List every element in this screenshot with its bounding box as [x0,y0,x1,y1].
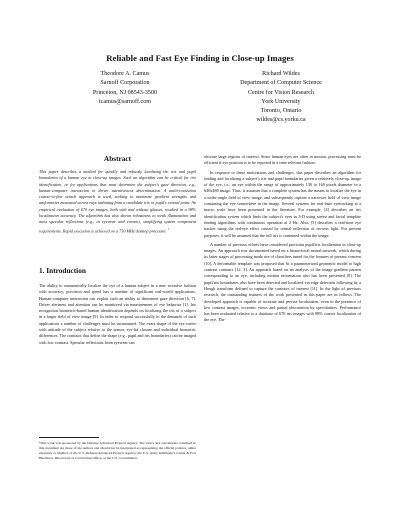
paper-title: Reliable and Fast Eye Finding in Close-up Images [106,53,294,63]
introduction-text [39,283,196,346]
paragraph: obscure large regions of interest. Since human eyes are often in motion, processing must be efficient if eye position is to be reported in a time relevant fashion. [204,154,361,166]
paragraph: The ability to automatically localize the eye of a human subject in a non- invasive fashion with accuracy, precision and speed has a number of significant real-world applications. Human-computer interaction can exploit such an ability to determine gaze direction [6, 7]. Driver alertness and attention can be monitored via measurement of eye behavior [1]. Iris recognition biometric-based human identification depends on localizing the iris of a subject in a larger field of view image [9]. In order to respond successfully to the demands of such applications a number of challenges must be surmounted. The exact shape of the eye varies with attitude of the subject relative to the sensor, eye-lid closure and individual biometric differences. The contours that define the shape (e.g., pupil and iris boundaries) can be imaged with low contrast. Specular reflections from eyewear can [39,283,196,345]
footnote-divider [39,437,99,438]
footnote-mark: 1 [167,226,170,231]
paragraph: In response to these motivations and challenges, this paper describes an algorithm for finding and localizing a subject's iris and pupil boundaries given a relatively close-up image of the eye, i.e., an eye within the range of approximately 130 to 160 pixels diameter in a 640x480 image. Thus, it assumes that a complete system has the means to localize the eye in a wider-angle field of view image, and subsequently capture a narrower field of view image containing the eye somewhere in the image. Several systems for real-time eyetracking at a macro scale have been presented in the literature. For example, [4] describes an iris identification system which finds the subject's eyes in 3-D using stereo and facial template finding algorithms with continuous operation at 2 Hz. Also, [5] describes a real-time eye tracker using the red-eye effect caused by retinal reflection of on-axis light. For present purposes, it will be assumed that the full iris is contained within the image. [204,169,361,238]
right-column-text [204,154,361,324]
author-affiliation: York University [261,98,301,105]
author-block-2 [206,70,356,126]
author-block-1 [50,70,200,107]
author-affiliation: Department of Computer Science [240,80,322,87]
abstract-text [39,169,196,234]
author-name: Richard Wildes [262,71,300,77]
author-address: Toronto, Ontario [260,108,302,115]
author-email: wildes@cs.yorku.ca [256,117,306,124]
author-affiliation: Centre for Vision Research [247,89,315,96]
abstract-heading: Abstract [103,154,132,163]
introduction-heading: 1. Introduction [39,266,86,275]
footnote: ¹This work was sponsored by the Defense Advanced Projects Agency. The views and conclusions contained in this document are those of the authors and should not be interpreted as representing the official policies, either expressly or implied, of the U.S. Defense Advanced Projects Agency, the U.S. Army Intelligence Center & Fort Huachuca, Directorate of Contracting Office, or the U.S. Government. [39,441,196,460]
author-address: Princeton, NJ 08543-3500 [92,89,158,96]
author-name: Theodore A. Camus [100,71,150,77]
author-email: tcamus@sarnoff.com [98,98,152,105]
paragraph: A number of previous efforts have considered precision pupil/iris localization in close-up images. An approach was documented based on a hierarchical neural network, which during its latter stages of processing made use of classifiers tuned for the features of present concern [10]. A deformable template was proposed that fit a parameterized geometric model to high contrast contours [12, 3]. An approach based on an analysis of the image gradient pattern corresponding to an eye, including motion information also has been presented [8]. The pupil/iris boundaries also have been detected and localized via edge detection following by a Hough transform defined to capture the contours of interest [11]. In the light of previous research, the outstanding features of the work presented in this paper are as follows. The developed approach is capable of accurate and precise localization, even in the presence of low contrast images, eccentric views and partial obscuration by specularities. Performance has been evaluated relative to a database of 670 iris images with 98% correct localization of the eye. The [204,241,361,323]
abstract-body: This paper describes a method for quickly and robustly localizing the iris and pupil boundaries of a human eye in close-up images. Such an algorithm can be critical for iris identification, or for applications that must determine the subject's gaze direction, e.g., human-computer interaction or driver attentiveness determination. A multi-resolution coarse-to-fine search approach is used, seeking to maximize gradient strengths and uniformities measured across rays radiating from a candidate iris or pupil's central point. An empirical evaluation of 670 eye images, both with and without glasses, resulted in a 98% localization accuracy. The algorithm has also shown robustness to weak illumination and most specular reflections (e.g., at eyewear and cornea), simplifying system component requirements. Rapid execution is achieved on a 750 MHz desktop processor. [39,169,196,234]
author-affiliation: Sarnoff Corporation [100,80,150,87]
